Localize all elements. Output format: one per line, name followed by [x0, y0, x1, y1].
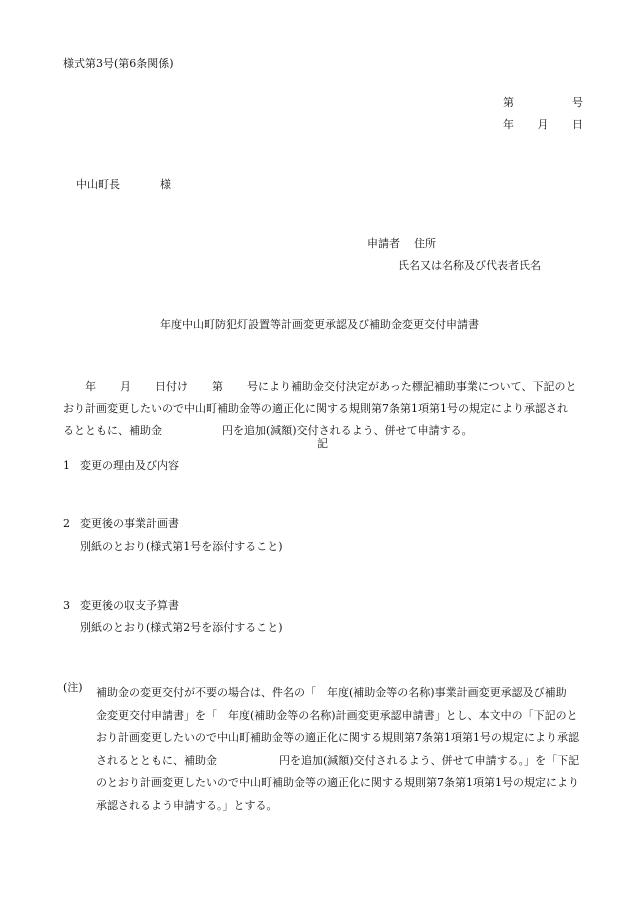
- address-label: 住所: [414, 237, 436, 250]
- item-1: [63, 460, 179, 471]
- applicant-address: [367, 238, 436, 249]
- item-number: 1: [63, 459, 70, 472]
- date-month: 月: [537, 118, 549, 131]
- note-line-4: されるとともに、補助金 円を追加(減額)交付されるよう、併せて申請する。」を「下記: [96, 753, 580, 767]
- date-line: [503, 119, 583, 130]
- applicant-name-label: 氏名又は名称及び代表者氏名: [398, 259, 541, 272]
- item-2: [63, 518, 179, 529]
- note-line-1: 補助金の変更交付が不要の場合は、件名の「 年度(補助金等の名称)事業計画変更承認及び補助: [96, 686, 567, 699]
- body-line-1: 年 月 日付け 第 号により補助金交付決定があった標記補助事業について、下記のと: [85, 380, 577, 393]
- addressee-name: 中山町長: [76, 178, 120, 191]
- date-day: 日: [572, 118, 583, 131]
- body-line-2: おり計画変更したいので中山町補助金等の適正化に関する規則第7条第1項第1号の規定により承認され: [63, 402, 568, 415]
- item-3-detail: 別紙のとおり(様式第2号を添付すること): [80, 621, 283, 634]
- item-number: 3: [63, 599, 70, 612]
- item-number: 2: [63, 517, 70, 530]
- note-line-3: おり計画変更したいので中山町補助金等の適正化に関する規則第7条第1項第1号の規定により承認: [96, 731, 579, 744]
- note-line-2: 金変更交付申請書」を「 年度(補助金等の名称)計画変更承認申請書」とし、本文中の「下記のと: [96, 708, 578, 722]
- note-line-6: 承認されるよう申請する。」とする。: [96, 798, 278, 812]
- body-line-3: るとともに、補助金 円を追加(減額)交付されるよう、併せて申請する。: [63, 424, 473, 437]
- doc-number-dai: 第: [503, 96, 514, 109]
- body-paragraph: [63, 376, 582, 442]
- item-label: 変更の理由及び内容: [80, 459, 179, 472]
- item-2-detail: 別紙のとおり(様式第1号を添付すること): [80, 540, 283, 553]
- ki-heading: 記: [317, 437, 328, 450]
- item-label: 変更後の収支予算書: [80, 599, 179, 612]
- note-label: (注): [63, 681, 83, 694]
- item-3: [63, 600, 179, 611]
- doc-number-go: 号: [572, 96, 583, 109]
- addressee: [76, 179, 171, 190]
- note-line-5: のとおり計画変更したいので中山町補助金等の適正化に関する規則第7条第1項第1号の規定により: [96, 776, 579, 789]
- applicant-label: 申請者: [367, 237, 400, 250]
- date-year: 年: [503, 118, 514, 131]
- form-number: 様式第3号(第6条関係): [63, 57, 174, 70]
- document-number: [503, 97, 583, 108]
- item-label: 変更後の事業計画書: [80, 517, 179, 530]
- document-title: 年度中山町防犯灯設置等計画変更承認及び補助金変更交付申請書: [160, 318, 479, 331]
- addressee-honorific: 様: [160, 178, 171, 191]
